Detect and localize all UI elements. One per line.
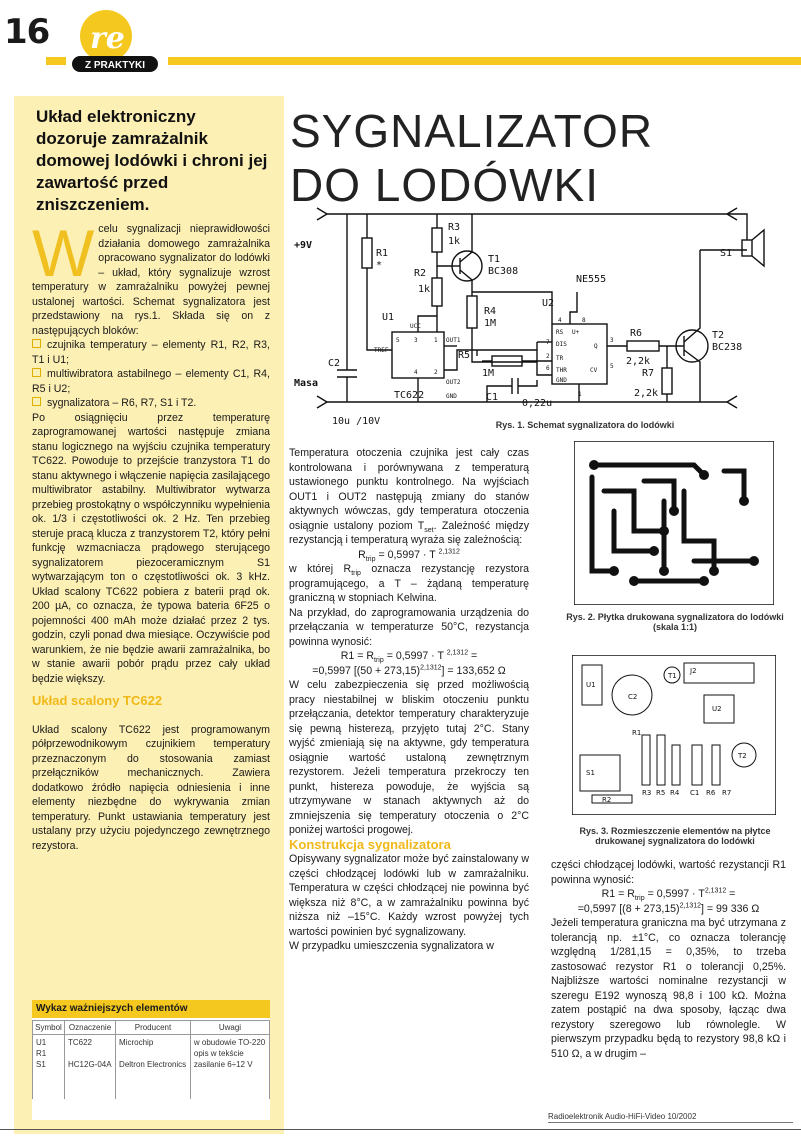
label-r4: R4 bbox=[484, 306, 497, 317]
logo-band-text: Z PRAKTYKI bbox=[85, 60, 145, 71]
label-r2: R2 bbox=[414, 268, 427, 279]
label-vcc: +9V bbox=[294, 240, 313, 251]
bullet-icon bbox=[32, 368, 41, 377]
formula: $R1 = R_{trip} = 0,5997 \cdot T$ $^{2,1312}$ = bbox=[340, 649, 478, 665]
label-c1-value: 0,22u bbox=[522, 398, 553, 409]
fig3-label: U2 bbox=[712, 705, 722, 713]
label-r5: R5 bbox=[458, 350, 471, 361]
bullet-item: multiwibratora astabilnego – elementy C1, R4, R5 i U2; bbox=[32, 368, 270, 395]
label-r6-value: 2,2k bbox=[626, 356, 651, 367]
pin-number: 5 bbox=[610, 363, 614, 370]
label-r6: R6 bbox=[630, 328, 643, 339]
label-u1-ic: TC622 bbox=[394, 390, 425, 401]
table-cell: TC622 HC12G-04A bbox=[64, 1035, 115, 1100]
label-r3: R3 bbox=[448, 222, 461, 233]
column-2 bbox=[289, 446, 529, 954]
fig3-label: R3 bbox=[642, 789, 652, 797]
body-paragraph: Na przykład, do zaprogramowania urządzenia do przełączania w temperaturze 50°C, rezystancja powinna wynosić: bbox=[289, 606, 529, 648]
label-r1-star: * bbox=[376, 260, 383, 271]
intro-paragraph: celu sygnalizacji nieprawidłowości działania domowego zamrażalnika opracowano sygnalizator do lodówki – układ, który sygnalizuje wzrost temperatury w zamrażalniku powyżej pewnej ustalonej wartości. Schemat sygnalizatora jest przedstawiony na rys.1. Składa się on z następujących bloków: bbox=[32, 223, 270, 337]
drop-cap: W bbox=[32, 216, 95, 290]
body-paragraph: W przypadku umieszczenia sygnalizatora w bbox=[289, 940, 494, 952]
pin-number: 2 bbox=[434, 369, 438, 376]
body-paragraph: Po osiągnięciu przez temperaturę zaprogramowanej wartości następuje zmiana stanu logicznego na wyjściu czujnika temperatury TC622. Powoduje to przejście tranzystora T1 do stanu aktywnego i włączenie napięcia zasilającego multiwibrator astabilny. Multiwibrator wytwarza przebieg prostokątny o współczynniku wypełnienia ok. 1/3 i częstotliwości ok. 2 Hz. Ten przebieg steruje pracą klucza z tranzystorem T2, który pełni funkcję wzmacniacza prądowego sterującego sygnalizatorem piezoceramicznym S1 wytwarzającym ton o częstotliwości ok. 3 kHz. Układ scalony TC622 pobiera z baterii prąd ok. 200 µA, co oznacza, że typowa bateria 6F25 o pojemności 400 mAh może działać przez 2 tys. godzin, czyli ponad dwa miesiące. Oczywiście pod warunkiem, że nie będzie awarii zamrażalnika, bo w stanie awarii pobór prądu przez cały układ będzie większy. bbox=[32, 411, 270, 685]
pin-number: 1 bbox=[434, 337, 438, 344]
pin-uplus: U+ bbox=[572, 329, 580, 336]
pin-tr: TR bbox=[556, 355, 564, 362]
fig3-label: R1 bbox=[632, 729, 642, 737]
pin-number: 6 bbox=[546, 365, 550, 372]
pin-number: 5 bbox=[396, 337, 400, 344]
pin-gnd-u2: GND bbox=[556, 377, 567, 384]
table-cell: w obudowie TO-220 opis w tekście zasilanie 6÷12 V bbox=[190, 1035, 269, 1100]
bullet-icon bbox=[32, 339, 41, 348]
pin-number: 1 bbox=[578, 391, 582, 398]
body-paragraph: Temperatura otoczenia czujnika jest cały czas kontrolowana i porównywana z temperaturą ustawionego punktu kontrolnego. Na wyjściach OUT1 i OUT2 następują zmiany do stanów aktywnych wówczas, gdy temperatura otoczenia osiągnie ustalony poziom $T_{set}$. Zależność między rezystancją i temperaturą wyraża się zależnością: bbox=[289, 447, 529, 546]
table-header: Producent bbox=[116, 1021, 191, 1035]
table-header: Oznaczenie bbox=[64, 1021, 115, 1035]
logo-letters: re bbox=[90, 21, 125, 56]
section-logo bbox=[70, 8, 160, 78]
schematic-diagram bbox=[292, 200, 782, 440]
body-paragraph: W celu zabezpieczenia się przed możliwością pracy niestabilnej w bliskim otoczeniu punktu przełączania, detektor temperatury charakteryzuje się pewną histerezą, przyjęto tutaj 2°C. Stany wyjść zmieniają się na aktywne, gdy temperatura osiągnie wartość ustaloną zewnętrznym rezystorem. Jeżeli temperatura przekroczy ten punkt, histereza powoduje, że wyjścia są utrzymywane w stanach aktywnych aż do zmniejszenia się temperatury otoczenia o 2°C poniżej wartości progowej. bbox=[289, 679, 529, 836]
formula: =0,5997 $[(50 + 273,15)^{2,1312}] = 133,652$ Ω bbox=[312, 663, 506, 677]
label-t1-type: BC308 bbox=[488, 266, 519, 277]
header-rule bbox=[168, 57, 801, 65]
pin-number: 4 bbox=[558, 317, 562, 324]
table-cell: U1 R1 S1 bbox=[33, 1035, 65, 1100]
article-title bbox=[290, 104, 710, 212]
pin-tref: TREF bbox=[374, 347, 389, 354]
column-3 bbox=[551, 858, 786, 1061]
pin-q: Q bbox=[594, 343, 598, 350]
label-r4-value: 1M bbox=[484, 318, 497, 329]
column-1 bbox=[32, 216, 270, 853]
body-paragraph: Opisywany sygnalizator może być zainstalowany w części chłodzącej lodówki lub w zamrażalniku. Temperatura w części chłodzącej nie powinna być większa niż 8°C, a w zamrażalniku powinna być niższa niż –15°C. Każdy wzrost powyżej tych wartości powinien być sygnalizowany. bbox=[289, 853, 529, 938]
label-r2-value: 1k bbox=[418, 284, 431, 295]
fig3-label: R5 bbox=[656, 789, 666, 797]
formula: =0,5997 $[(8 + 273,15)^{2,1312}] = 99$ 336 Ω bbox=[577, 901, 760, 915]
body-paragraph: Układ scalony TC622 jest programowanym półprzewodnikowym czujnikiem temperatury przeznaczonym do stosowania zamiast przełączników mechanicznych. Zawiera dodatkowo źródło napięcia odniesienia i inne elementy niezbędne do wykrywania zmian temperatury. Punkt ustawiania temperatury jest ustalany przy użyciu pojedynczego zewnętrznego rezystora. bbox=[32, 723, 270, 852]
title-line-2: DO LODÓWKI bbox=[290, 159, 600, 211]
fig3-label: R2 bbox=[602, 796, 612, 804]
bullet-item: czujnika temperatury – elementy R1, R2, R3, T1 i U1; bbox=[32, 339, 270, 366]
pin-number: 3 bbox=[414, 337, 418, 344]
component-placement bbox=[572, 655, 776, 815]
label-r1: R1 bbox=[376, 248, 389, 259]
pcb-layout bbox=[574, 441, 774, 605]
label-t1: T1 bbox=[488, 254, 501, 265]
pin-number: 4 bbox=[414, 369, 418, 376]
pin-thr: THR bbox=[556, 367, 567, 374]
label-r3-value: 1k bbox=[448, 236, 461, 247]
formula: $R1 = R_{trip} = 0,5997 \cdot T^{2,1312}$ = bbox=[601, 887, 736, 903]
label-u2-ic: NE555 bbox=[576, 274, 607, 285]
pin-dis: DIS bbox=[556, 341, 567, 348]
fig3-label: T1 bbox=[668, 672, 677, 680]
label-c2-value: 10u /10V bbox=[332, 416, 381, 427]
pin-number: 3 bbox=[610, 337, 614, 344]
body-paragraph: w której $R_{trip}$ oznacza rezystancję rezystora programującego, a T – żądaną temperaturę graniczną w stopniach Kelwina. bbox=[289, 563, 529, 604]
pin-out1: OUT1 bbox=[446, 337, 461, 344]
pin-number: 7 bbox=[546, 339, 550, 346]
footer-rule bbox=[548, 1122, 793, 1123]
title-line-1: SYGNALIZATOR bbox=[290, 105, 654, 157]
bullet-item: sygnalizatora – R6, R7, S1 i T2. bbox=[32, 396, 270, 411]
pin-ucc: UCC bbox=[410, 323, 421, 330]
parts-table bbox=[32, 1020, 270, 1099]
fig3-label: C2 bbox=[628, 693, 638, 701]
page-number: 16 bbox=[4, 12, 50, 52]
fig3-label: C1 bbox=[690, 789, 700, 797]
pin-out2: OUT2 bbox=[446, 379, 461, 386]
table-header: Uwagi bbox=[190, 1021, 269, 1035]
label-c2: C2 bbox=[328, 358, 341, 369]
header-rule-left bbox=[46, 57, 66, 65]
label-c1: C1 bbox=[486, 392, 499, 403]
section-heading: Konstrukcja sygnalizatora bbox=[289, 836, 451, 852]
label-r7: R7 bbox=[642, 368, 655, 379]
label-masa: Masa bbox=[294, 378, 319, 389]
pin-number: 8 bbox=[582, 317, 586, 324]
fig3-label: R6 bbox=[706, 789, 716, 797]
formula: $R_{trip} = 0,5997 \cdot T$ $^{2,1312}$ bbox=[358, 547, 460, 563]
body-paragraph: Jeżeli temperatura graniczna ma być utrzymana z tolerancją np. ±1°C, co oznacza tolerancję względną 1/281,15 = 0,35%, to trzeba zastosować rezystor R1 o tolerancji 0,25%. Najbliższe wartości nominalne rezystancji w szeregu E192 wynoszą 98,8 i 100 kΩ. Można zatem postąpić na dwa sposoby, łącząc dwa rezystory szeregowo lub równolegle. W pierwszym przypadku będą to rezystory 98,8 kΩ i 510 Ω, a w drugim – bbox=[551, 917, 786, 1060]
pin-number: 2 bbox=[546, 353, 550, 360]
lead-text: Układ elektroniczny dozoruje zamrażalnik domowej lodówki i chroni jej zawartość przed zniszczeniem. bbox=[36, 107, 268, 214]
footer-text: Radioelektronik Audio-HiFi-Video 10/2002 bbox=[548, 1112, 697, 1121]
table-header: Symbol bbox=[33, 1021, 65, 1035]
fig3-label: T2 bbox=[738, 752, 747, 760]
table-cell: Microchip Deltron Electronics bbox=[116, 1035, 191, 1100]
label-t2: T2 bbox=[712, 330, 725, 341]
fig3-label: R4 bbox=[670, 789, 680, 797]
fig3-label: U1 bbox=[586, 681, 596, 689]
label-s1: S1 bbox=[720, 248, 733, 259]
body-paragraph: części chłodzącej lodówki, wartość rezystancji R1 powinna wynosić: bbox=[551, 859, 786, 886]
label-r5-value: 1M bbox=[482, 368, 495, 379]
figure-1-caption: Rys. 1. Schemat sygnalizatora do lodówki bbox=[495, 420, 675, 430]
fig3-label: S1 bbox=[586, 769, 595, 777]
section-heading: Układ scalony TC622 bbox=[32, 693, 163, 708]
table-row bbox=[33, 1035, 270, 1100]
figure-2-caption: Rys. 2. Płytka drukowana sygnalizatora do lodówki (skala 1:1) bbox=[566, 612, 784, 632]
fig3-label: J2 bbox=[690, 667, 697, 675]
page-bottom-rule bbox=[0, 1129, 801, 1130]
bullet-icon bbox=[32, 397, 41, 406]
pin-gnd: GND bbox=[446, 393, 457, 400]
label-t2-type: BC238 bbox=[712, 342, 743, 353]
pin-rs: RS bbox=[556, 329, 564, 336]
label-u1: U1 bbox=[382, 312, 395, 323]
figure-3-caption: Rys. 3. Rozmieszczenie elementów na płytce drukowanej sygnalizatora do lodówki bbox=[579, 826, 771, 846]
parts-table-title: Wykaz ważniejszych elementów bbox=[32, 1000, 270, 1018]
label-r7-value: 2,2k bbox=[634, 388, 659, 399]
label-u2: U2 bbox=[542, 298, 555, 309]
fig3-label: R7 bbox=[722, 789, 732, 797]
pin-cv: CV bbox=[590, 367, 598, 374]
